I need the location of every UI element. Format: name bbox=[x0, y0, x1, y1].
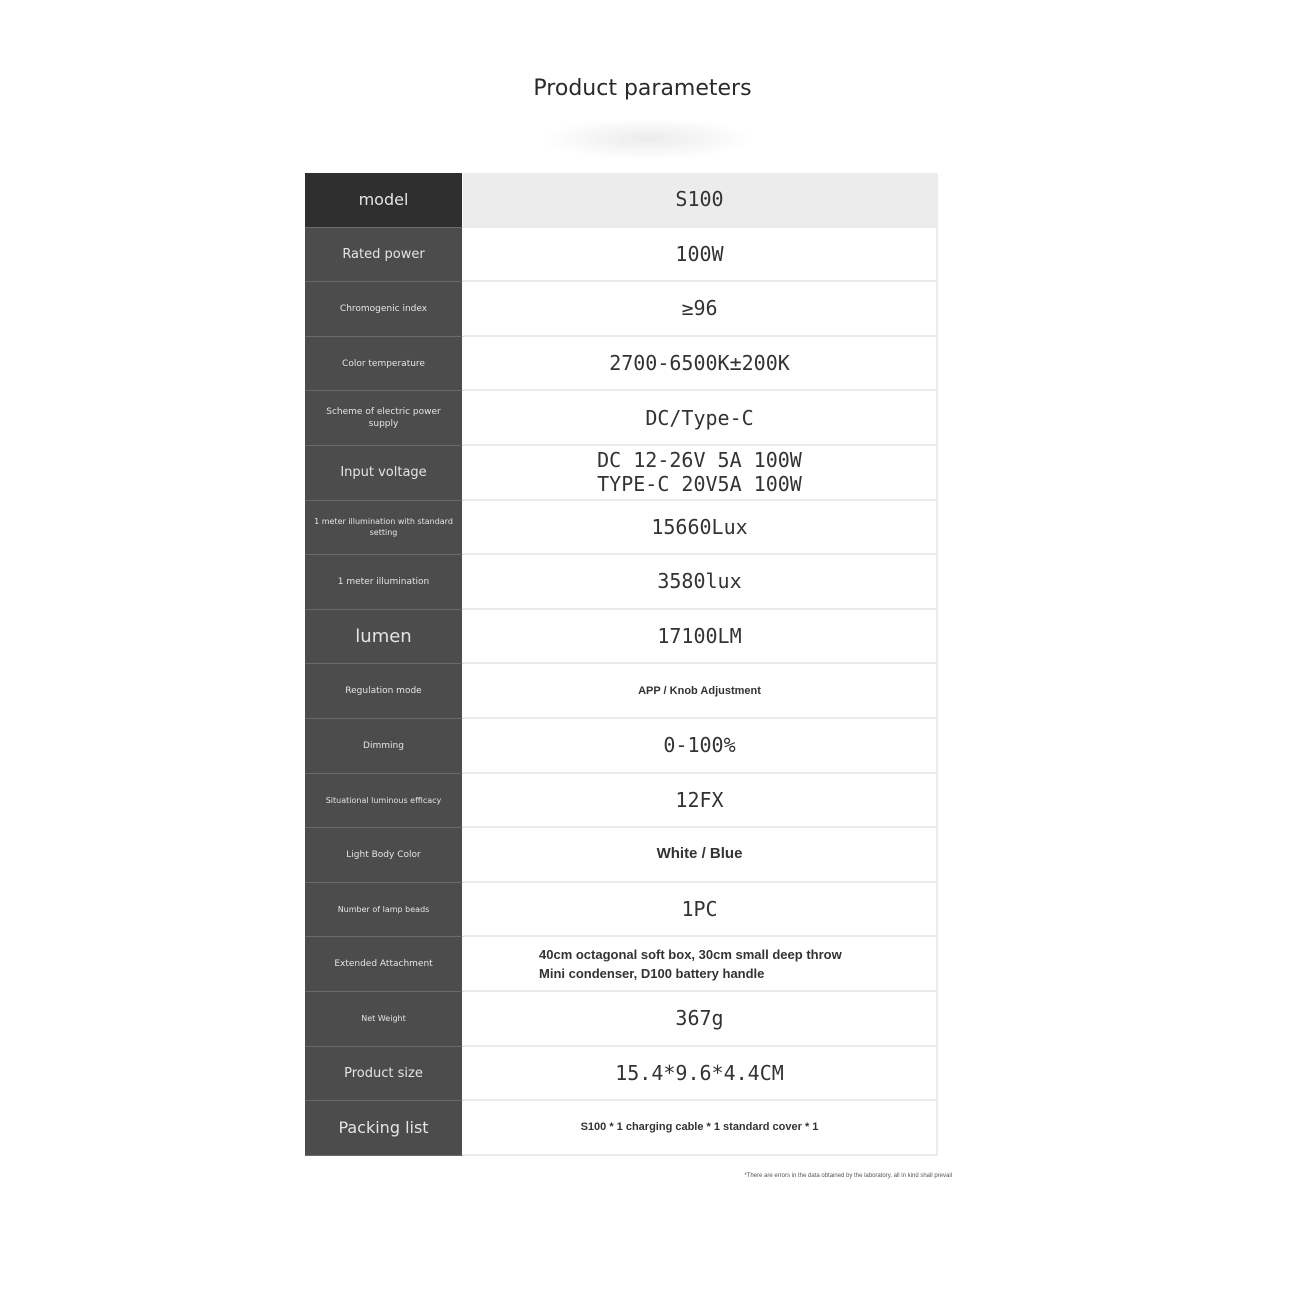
spec-row-body-color bbox=[305, 828, 938, 883]
spec-row-model bbox=[305, 173, 938, 228]
spec-row-lamp-beads bbox=[305, 883, 938, 938]
spec-value: 15660Lux bbox=[463, 501, 938, 556]
spec-table bbox=[305, 173, 938, 1156]
spec-value: DC 12-26V 5A 100W TYPE-C 20V5A 100W bbox=[463, 446, 938, 501]
spec-row-luminous-efficacy bbox=[305, 774, 938, 829]
spec-label: Extended Attachment bbox=[305, 937, 463, 992]
spec-value: 2700-6500K±200K bbox=[463, 337, 938, 392]
spec-value: 3580lux bbox=[463, 555, 938, 610]
spec-row-standard-illumination bbox=[305, 501, 938, 556]
spec-row-dimming bbox=[305, 719, 938, 774]
spec-value: S100 * 1 charging cable * 1 standard cover * 1 bbox=[463, 1101, 938, 1156]
spec-label: lumen bbox=[305, 610, 463, 665]
spec-row-color-temperature bbox=[305, 337, 938, 392]
spec-label: model bbox=[305, 173, 463, 228]
spec-row-illumination bbox=[305, 555, 938, 610]
spec-label: Dimming bbox=[305, 719, 463, 774]
spec-value: 1PC bbox=[463, 883, 938, 938]
spec-value: DC/Type-C bbox=[463, 391, 938, 446]
spec-row-input-voltage bbox=[305, 446, 938, 501]
spec-value: 40cm octagonal soft box, 30cm small deep throw Mini condenser, D100 battery handle bbox=[463, 937, 938, 992]
spec-value: ≥96 bbox=[463, 282, 938, 337]
spec-value: 0-100% bbox=[463, 719, 938, 774]
spec-value: 17100LM bbox=[463, 610, 938, 665]
spec-label: 1 meter illumination bbox=[305, 555, 463, 610]
spec-row-rated-power bbox=[305, 228, 938, 283]
spec-value: 12FX bbox=[463, 774, 938, 829]
title-decoration bbox=[540, 118, 755, 160]
spec-label: Input voltage bbox=[305, 446, 463, 501]
spec-label: Number of lamp beads bbox=[305, 883, 463, 938]
spec-row-chromogenic-index bbox=[305, 282, 938, 337]
spec-value: S100 bbox=[463, 173, 938, 228]
spec-row-extended-attachment bbox=[305, 937, 938, 992]
spec-row-lumen bbox=[305, 610, 938, 665]
spec-label: Color temperature bbox=[305, 337, 463, 392]
spec-label: Light Body Color bbox=[305, 828, 463, 883]
spec-row-product-size bbox=[305, 1047, 938, 1102]
spec-row-regulation-mode bbox=[305, 664, 938, 719]
spec-row-packing-list bbox=[305, 1101, 938, 1156]
spec-value: APP / Knob Adjustment bbox=[463, 664, 938, 719]
page-title: Product parameters bbox=[533, 76, 752, 101]
spec-label: Packing list bbox=[305, 1101, 463, 1156]
spec-label: Rated power bbox=[305, 228, 463, 283]
spec-label: Scheme of electric power supply bbox=[305, 391, 463, 446]
spec-value: 367g bbox=[463, 992, 938, 1047]
spec-value: 100W bbox=[463, 228, 938, 283]
spec-row-net-weight bbox=[305, 992, 938, 1047]
spec-row-power-supply bbox=[305, 391, 938, 446]
spec-label: Net Weight bbox=[305, 992, 463, 1047]
spec-label: 1 meter illumination with standard setting bbox=[305, 501, 463, 556]
footnote: *There are errors in the data obtained by the laboratory, all in kind shall prevail bbox=[744, 1173, 952, 1179]
spec-label: Chromogenic index bbox=[305, 282, 463, 337]
spec-value: White / Blue bbox=[463, 828, 938, 883]
spec-value: 15.4*9.6*4.4CM bbox=[463, 1047, 938, 1102]
spec-label: Regulation mode bbox=[305, 664, 463, 719]
spec-label: Situational luminous efficacy bbox=[305, 774, 463, 829]
spec-label: Product size bbox=[305, 1047, 463, 1102]
